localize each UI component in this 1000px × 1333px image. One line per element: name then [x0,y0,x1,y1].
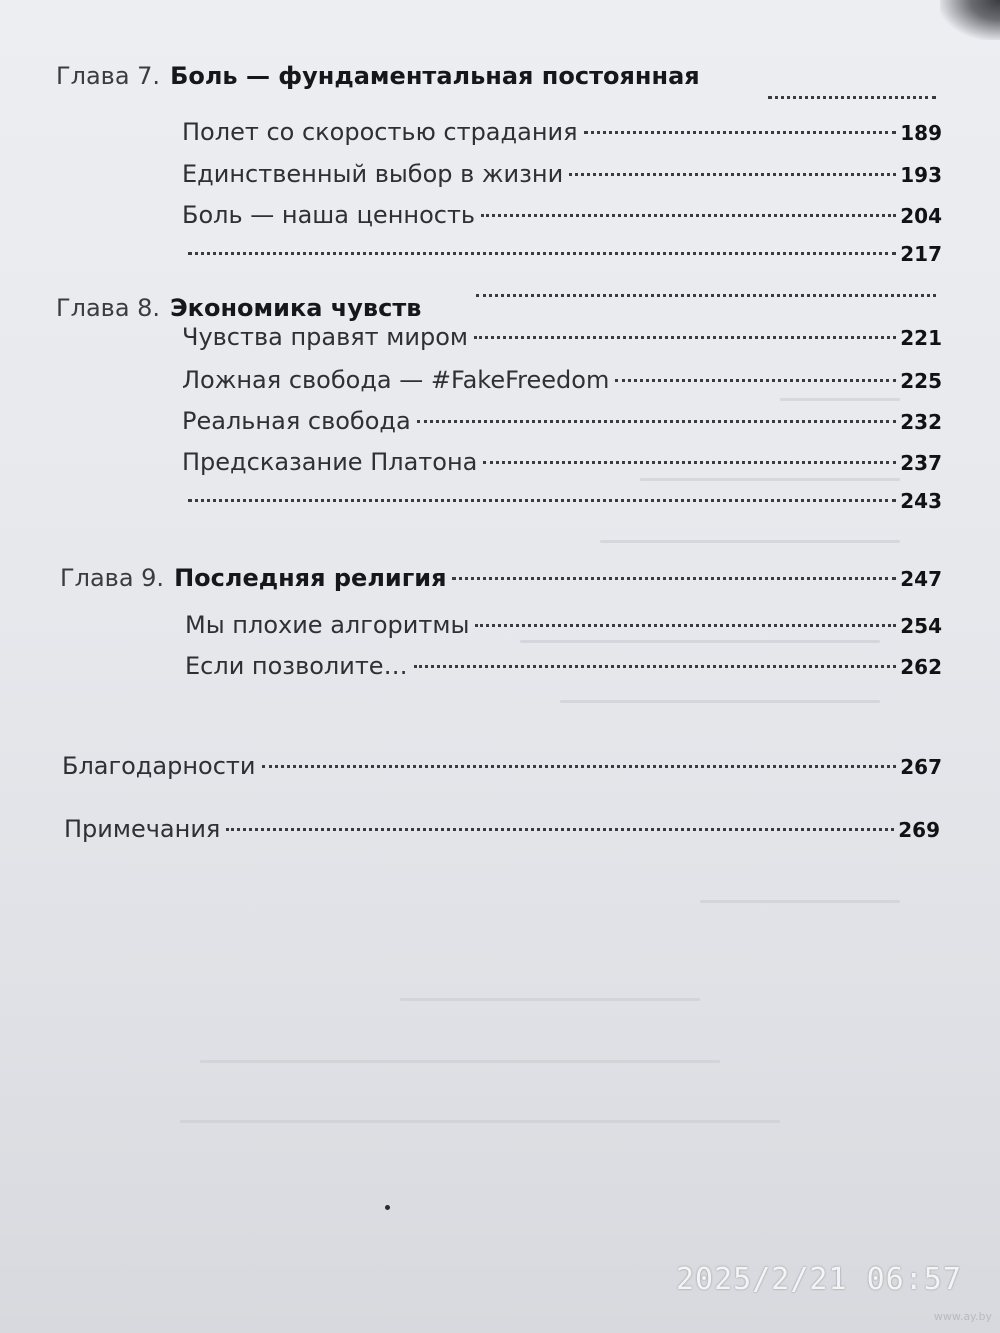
section-title: Примечания [64,815,221,843]
section-title: Благодарности [62,752,256,780]
photo-timestamp: 2025/2/21 06:57 [676,1262,962,1297]
dot-leader [226,828,894,831]
toc-section [182,407,942,447]
chapter-number: Глава 8. [56,294,161,322]
ink-dot [385,1205,390,1210]
show-through-line [180,1120,780,1123]
toc-section [182,448,942,488]
show-through-line [600,540,900,543]
page-number: 225 [900,369,942,393]
chapter-title: Боль — фундаментальная постоянная [170,62,700,90]
page-number: 232 [900,410,942,434]
chapter-title: Последняя религия [174,564,447,592]
toc-back-matter [62,752,942,792]
toc-section [182,118,942,158]
page-number: 247 [900,567,942,591]
dot-leader [569,173,896,176]
chapter-number: Глава 9. [60,564,165,592]
show-through-line [560,700,880,703]
dot-leader [483,461,896,464]
toc-section [182,201,942,241]
page-number: 254 [900,614,942,638]
section-title: Единственный выбор в жизни [182,160,564,188]
dot-leader [768,96,936,99]
section-title: Чувства правят миром [182,323,469,351]
toc-section [185,652,942,692]
dot-leader [615,379,896,382]
toc-back-matter [64,815,940,855]
section-title: Реальная свобода [182,407,411,435]
page-number: 189 [900,121,942,145]
show-through-line [780,398,900,401]
toc-chapter-9 [60,564,942,604]
page-number: 269 [898,818,940,842]
dot-leader [188,499,896,502]
section-title: Мы плохие алгоритмы [185,611,470,639]
section-title: Полет со скоростью страдания [182,118,578,146]
show-through-line [700,900,900,903]
dot-leader [188,252,896,255]
chapter-number: Глава 7. [56,62,161,90]
page-number: 217 [900,242,942,266]
page-number: 262 [900,655,942,679]
section-title: Предсказание Платона [182,448,478,476]
show-through-line [200,1060,720,1063]
toc-section [185,611,942,651]
show-through-line [400,998,700,1001]
toc-leader-row [182,489,942,529]
dot-leader [417,420,897,423]
dot-leader [262,765,897,768]
dot-leader [474,336,896,339]
dot-leader [475,624,896,627]
page-number: 237 [900,451,942,475]
dot-leader [481,214,896,217]
page-number: 267 [900,755,942,779]
section-title: Ложная свобода — #FakeFreedom [182,366,610,394]
toc-section [182,323,942,363]
page-number: 193 [900,163,942,187]
show-through-line [520,640,880,643]
toc-chapter-7 [56,62,756,102]
section-title: Боль — наша ценность [182,201,476,229]
toc-leader-row [182,242,942,282]
page-number: 204 [900,204,942,228]
dot-leader [476,294,936,297]
show-through-line [640,478,900,481]
watermark: www.ay.by [933,1310,992,1323]
section-title: Если позволите… [185,652,408,680]
page-number: 221 [900,326,942,350]
page-corner-shadow [940,0,1000,40]
chapter-title: Экономика чувств [170,294,422,322]
dot-leader [584,131,897,134]
page-number: 243 [900,489,942,513]
toc-section [182,160,942,200]
dot-leader [452,577,896,580]
dot-leader [414,665,897,668]
